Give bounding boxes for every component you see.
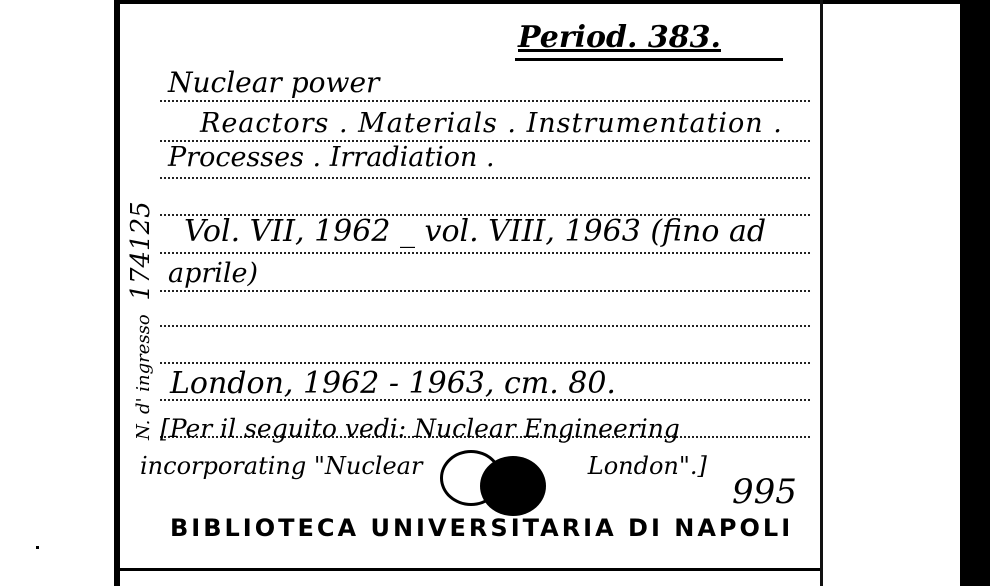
- card-border-bottom: [114, 568, 820, 571]
- note-line-2-start: incorporating "Nuclear: [140, 452, 423, 480]
- note-line-2: [140, 452, 707, 480]
- period-label: Period. 383.: [518, 20, 721, 55]
- scan-speck: [36, 546, 39, 549]
- scan-edge-right: [960, 0, 990, 586]
- ruled-line: [160, 290, 810, 292]
- shelf-number: 995: [732, 472, 797, 512]
- ruled-line: [160, 177, 810, 179]
- scan-background: [0, 0, 114, 586]
- ruled-line: [160, 252, 810, 254]
- card-border-right: [820, 0, 823, 586]
- volumes-line-2: aprile): [168, 258, 259, 289]
- note-line-1: [Per il seguito vedi: Nuclear Engineering: [160, 414, 680, 443]
- inventory-label: N. d' ingresso: [133, 314, 154, 440]
- place-dates-format: London, 1962 - 1963, cm. 80.: [170, 366, 616, 401]
- subtitle-line-1: Reactors . Materials . Instrumentation .: [200, 108, 783, 139]
- subtitle-line-2: Processes . Irradiation .: [168, 142, 495, 173]
- inventory-annotation: [126, 201, 156, 440]
- ruled-line: [160, 100, 810, 102]
- card-border-top: [114, 0, 990, 4]
- ruled-line: [160, 362, 810, 364]
- card-border-left: [114, 0, 120, 586]
- ruled-line: [160, 325, 810, 327]
- ink-blot: [480, 456, 546, 516]
- note-line-2-end: London".]: [587, 452, 707, 480]
- period-underline: [515, 58, 783, 61]
- library-stamp: BIBLIOTECA UNIVERSITARIA DI NAPOLI: [170, 514, 794, 542]
- inventory-number: 174125: [126, 201, 156, 301]
- card-title: Nuclear power: [168, 66, 380, 99]
- volumes-line-1: Vol. VII, 1962 _ vol. VIII, 1963 (fino ad: [184, 214, 767, 249]
